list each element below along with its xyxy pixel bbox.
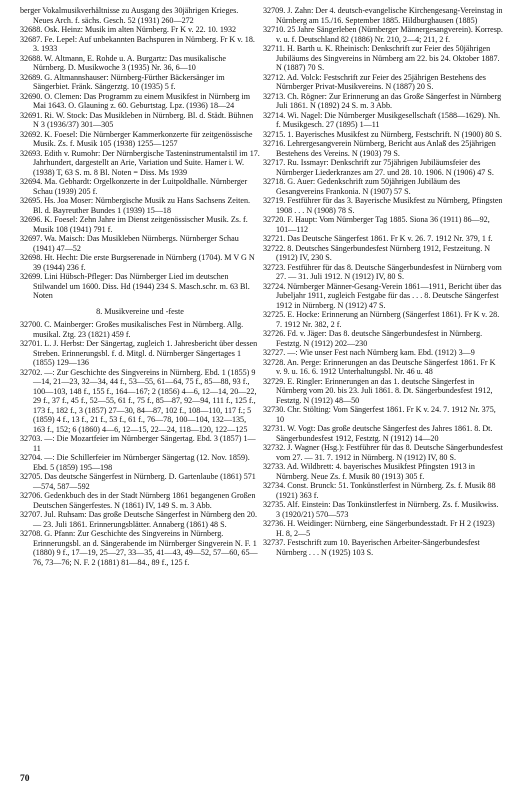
bibliography-entry: 32708. G. Pfann: Zur Geschichte des Singvereins in Nürnberg. Erinnerungsbl. an d. Sängerabende im Nürnberger Singverein N. F. 1 (1880) 9 f., 17—19, 25—27, 33—35, 41—43, 49—52, 57—60, 65—76, 73—76; N. F. 2 (1881) 81—84., 89 f., 125 f. (20, 529, 258, 567)
bibliography-entry: 32717. Ru. Issmayr: Denkschrift zur 75jährigen Jubiläumsfeier des Nürnberger Liederkranzes am 27. und 28. 10. 1906. N (1906) 47 S. (263, 158, 494, 177)
bibliography-entry: 32709. J. Zahn: Der 4. deutsch-evangelische Kirchengesang-Vereinstag in Nürnberg am 15./16. September 1885. Hildburghausen (1885) (263, 6, 503, 25)
bibliography-entry: berger Vokalmusikverhältnisse zu Ausgang des 30jährigen Krieges. Neues Arch. f. sächs. Gesch. 52 (1931) 260—272 (20, 6, 239, 25)
bibliography-entry: 32715. 1. Bayerisches Musikfest zu Nürnberg, Festschrift. N (1900) 80 S. (263, 129, 502, 139)
bibliography-entry: 32695. Hs. Joa Moser: Nürnbergische Musik zu Hans Sachsens Zeiten. Bl. d. Bayreuther Bundes 1 (1939) 15—18 (20, 196, 251, 215)
bibliography-entry: 32730. Chr. Stölting: Vom Sängerfest 1861. Fr K v. 24. 7. 1912 Nr. 375, 10 (263, 405, 496, 424)
bibliography-entry: 32692. K. Foesel: Die Nürnberger Kammerkonzerte für zeitgenössische Musik. Zs. f. Musik 105 (1938) 1255—1257 (20, 129, 253, 148)
bibliography-entry: 32693. Edith v. Rumohr: Der Nürnbergische Tasteninstrumentalstil im 17. Jahrhundert, dargestellt an Arie, Variation und Suite. Hamer i. W. (1938) T, 63 S. m. 8 Bl. Noten = Diss. Ms 1939 (20, 148, 260, 177)
bibliography-entry: 32713. Ch. Rögner: Zur Erinnerung an das Große Sängerfest in Nürnberg Juli 1861. N (1892) 24 S. m. 3 Abb. (263, 91, 502, 110)
bibliography-entry: 32687. Fe. Lepel: Auf unbekannten Bachspuren in Nürnberg. Fr K v. 18. 3. 1933 (20, 34, 255, 53)
bibliography-entry: 32725. E. Hocke: Erinnerung an Nürnberg (Sängerfest 1861). Fr K v. 28. 7. 1912 Nr. 382, 2 f. (263, 310, 500, 329)
left-column (20, 6, 260, 567)
bibliography-entry: 32712. Ad. Volck: Festschrift zur Feier des 25jährigen Bestehens des Nürnberger Privat-Musikvereins. N (1887) 20 S. (263, 72, 486, 91)
left-entries-top (20, 6, 260, 301)
bibliography-entry: 32718. G. Auer: Gedenkschrift zum 50jährigen Jubiläum des Gesangvereins Frankonia. N (1907) 57 S. (263, 177, 461, 196)
bibliography-entry: 32722. 8. Deutsches Sängerbundesfest Nürnberg 1912, Festzeitung. N (1912) IV, 230 S. (263, 243, 491, 262)
bibliography-entry: 32707. Jul. Ruhsam: Das große Deutsche Sängerfest in Nürnberg den 20. — 23. Juli 1861. Erinnerungsblätter. Annaberg (1861) 48 S. (20, 510, 257, 529)
bibliography-entry: 32714. Wi. Nagel: Die Nürnberger Musikgesellschaft (1588—1629). Nh. f. Musikgesch. 27 (1895) 1—11 (263, 110, 500, 129)
bibliography-entry: 32735. Alf. Einstein: Das Tonkünstlerfest in Nürnberg. Zs. f. Musikwiss. 3 (1920/21) 570—573 (263, 500, 499, 519)
bibliography-entry: 32733. Ad. Wildbrett: 4. bayerisches Musikfest Pfingsten 1913 in Nürnberg. Neue Zs. f. Musik 80 (1913) 305 f. (263, 462, 475, 481)
bibliography-entry: 32699. Lini Hübsch-Pfleger: Das Nürnberger Lied im deutschen Stilwandel um 1600. Diss. Hd (1944) 234 S. Masch.schr. m. 63 Bl. Noten (20, 272, 250, 300)
bibliography-entry: 32710. 25 Jahre Sängerleben (Nürnberger Männergesangverein). Korresp. v. u. f. Deutschland 82 (1886) Nr. 210, 2—4; 211, 2 f. (263, 25, 503, 44)
bibliography-entry: 32696. K. Foesel: Zehn Jahre im Dienst zeitgenössischer Musik. Zs. f. Musik 108 (1941) 791 f. (20, 215, 248, 234)
left-entries-bottom (20, 320, 260, 567)
bibliography-entry: 32734. Const. Brunck: 51. Tonkünstlerfest in Nürnberg. Zs. f. Musik 88 (1921) 363 f. (263, 481, 496, 500)
bibliography-entry: 32700. C. Mainberger: Großes musikalisches Fest in Nürnberg. Allg. musikal. Ztg. 23 (1821) 459 f. (20, 320, 244, 339)
bibliography-entry: 32736. H. Weidinger: Nürnberg, eine Sängerbundesstadt. Fr H 2 (1923) H. 8, 2—5 (263, 519, 495, 538)
bibliography-entry: 32694. Ma. Gebhardt: Orgelkonzerte in der Luitpoldhalle. Nürnberger Schau (1939) 205 f. (20, 177, 248, 196)
bibliography-entry: 32716. Lehrergesangverein Nürnberg, Bericht aus Anlaß des 25jährigen Bestehens des Vereins. N (1903) 79 S. (263, 139, 496, 158)
bibliography-entry: 32688. W. Altmann, E. Rohde u. A. Burgartz: Das musikalische Nürnberg. D. Musikwoche 3 (1935) Nr. 36, 6—10 (20, 53, 226, 72)
bibliography-entry: 32727. —: Wie unser Fest nach Nürnberg kam. Ebd. (1912) 3—9 (263, 348, 475, 357)
bibliography-entry: 32698. Ht. Hecht: Die erste Burgserenade in Nürnberg (1704). M V G N 39 (1944) 236 f. (20, 253, 255, 272)
bibliography-entry: 32703. —: Die Mozartfeier im Nürnberger Sängertag. Ebd. 3 (1857) 1—11 (20, 434, 256, 453)
bibliography-entry: 32689. G. Altmannshauser: Nürnberg-Fürther Bäckersänger im Sängerbiet. Fränk. Sängerztg. 10 (1935) 5 f. (20, 72, 225, 91)
bibliography-entry: 32728. An. Perge: Erinnerungen an das Deutsche Sängerfest 1861. Fr K v. 9. u. 16. 6. 1912 Unterhaltungsbl. Nr. 46 u. 48 (263, 357, 496, 376)
page-number: 70 (20, 774, 30, 784)
bibliography-entry: 32723. Festführer für das 8. Deutsche Sängerbundesfest in Nürnberg vom 27. — 31. Juli 1912. N (1912) IV, 80 S. (263, 262, 502, 281)
bibliography-entry: 32690. O. Clemen: Das Programm zu einem Musikfest in Nürnberg im Mai 1643. O. Glauning z. 60. Geburtstag. Lpz. (1936) 18—24 (20, 91, 251, 110)
section-heading: 8. Musikvereine und -feste (96, 306, 184, 316)
bibliography-entry: 32688. Osk. Heinz: Musik im alten Nürnberg. Fr K v. 22. 10. 1932 (20, 25, 237, 34)
right-entries (263, 6, 503, 557)
bibliography-entry: 32737. Festschrift zum 10. Bayerischen Arbeiter-Sängerbundesfest Nürnberg . . . N (1925) 103 S. (263, 538, 480, 557)
bibliography-entry: 32720. F. Haupt: Vom Nürnberger Tag 1885. Sionа 36 (1911) 86—92, 101—112 (263, 215, 490, 234)
bibliography-entry: 32732. J. Wagner (Hsg.): Festführer für das 8. Deutsche Sängerbundesfest vom 27. — 31. 7. 1912 in Nürnberg. N (1912) IV, 80 S. (263, 443, 503, 462)
bibliography-entry: 32702. —: Zur Geschichte des Singvereins in Nürnberg. Ebd. 1 (1855) 9—14, 21—23, 32—34, 44 f., 53—55, 61—64, 75 f., 85—88, 93 f., 100—103, 148 f., 155 f., 164—167; 2 (1856) 4—6, 12—14, 20—22, 29 f., 37 f., 45 f., 52—55, 61 f., 75 f., 85—87, 92—94, 111 f., 125 f., 173 f., 182 f., 3 (1857) 27—30, 84—87, 102 f., 108—110, 117 f.; 5 (1859) 4 f., 13 f., 21 f., 53 f., 61 f., 76—78, 100—104, 132—135, 163 f., 152; 6 (1860) 4—6, 12—15, 22—24, 118—120, 122—125 (20, 367, 257, 434)
bibliography-entry: 32719. Festführer für das 3. Bayerische Musikfest zu Nürnberg, Pfingsten 1908 . . . N (1908) 78 S. (263, 196, 503, 215)
bibliography-entry: 32706. Gedenkbuch des in der Stadt Nürnberg 1861 begangenen Großen Deutschen Sängerfestes. N (1861) IV, 149 S. m. 3 Abb. (20, 491, 256, 510)
bibliography-entry: 32697. Wa. Maisch: Das Musikleben Nürnbergs. Nürnberger Schau (1941) 47—52 (20, 234, 239, 253)
bibliography-entry: 32701. L. J. Herbst: Der Sängertag, zugleich 1. Jahresbericht über dessen Streben. Erinnerungsbl. f. d. Mitgl. d. Nürnberger Sängertages 1 (1855) 129—136 (20, 339, 258, 367)
bibliography-entry: 32711. H. Barth u. K. Rheinisch: Denkschrift zur Feier des 50jährigen Jubiläums des Singvereins in Nürnberg am 22. bis 24. Oktober 1887. N (1887) 70 S. (263, 44, 500, 72)
bibliography-entry: 32705. Das deutsche Sängerfest in Nürnberg. D. Gartenlaube (1861) 571—574, 587—592 (20, 472, 256, 491)
bibliography-entry: 32724. Nürnberger Männer-Gesang-Verein 1861—1911, Bericht über das Jubeljahr 1911, zugleich Festgabe für das . . . 8. Deutsche Sängerfest 1912 in Nürnberg. N (1912) 47 S. (263, 281, 502, 310)
bibliography-entry: 32726. Fd. v. Jäger: Das 8. deutsche Sängerbundesfest in Nürnberg. Festztg. N (1912) 202—230 (263, 329, 483, 348)
bibliography-entry: 32731. W. Vogt: Das große deutsche Sängerfest des Jahres 1861. 8. Dt. Sängerbundesfest 1912, Festztg. N (1912) 14—20 (263, 424, 493, 443)
bibliography-entry: 32729. E. Ringler: Erinnerungen an das 1. deutsche Sängerfest in Nürnberg vom 20. bis 23. Juli 1861. 8. Dt. Sängerbundesfest 1912, Festztg. N (1912) 48—50 (263, 376, 493, 405)
right-column (263, 6, 503, 557)
bibliography-entry: 32721. Das Deutsche Sängerfest 1861. Fr K v. 26. 7. 1912 Nr. 379, 1 f. (263, 234, 493, 243)
bibliography-entry: 32691. Ri. W. Stock: Das Musikleben in Nürnberg. Bl. d. Städt. Bühnen N 3 (1936/37) 301—305 (20, 110, 254, 129)
bibliography-entry: 32704. —: Die Schillerfeier im Nürnberger Sängertag (12. Nov. 1859). Ebd. 5 (1859) 195—198 (20, 453, 250, 472)
